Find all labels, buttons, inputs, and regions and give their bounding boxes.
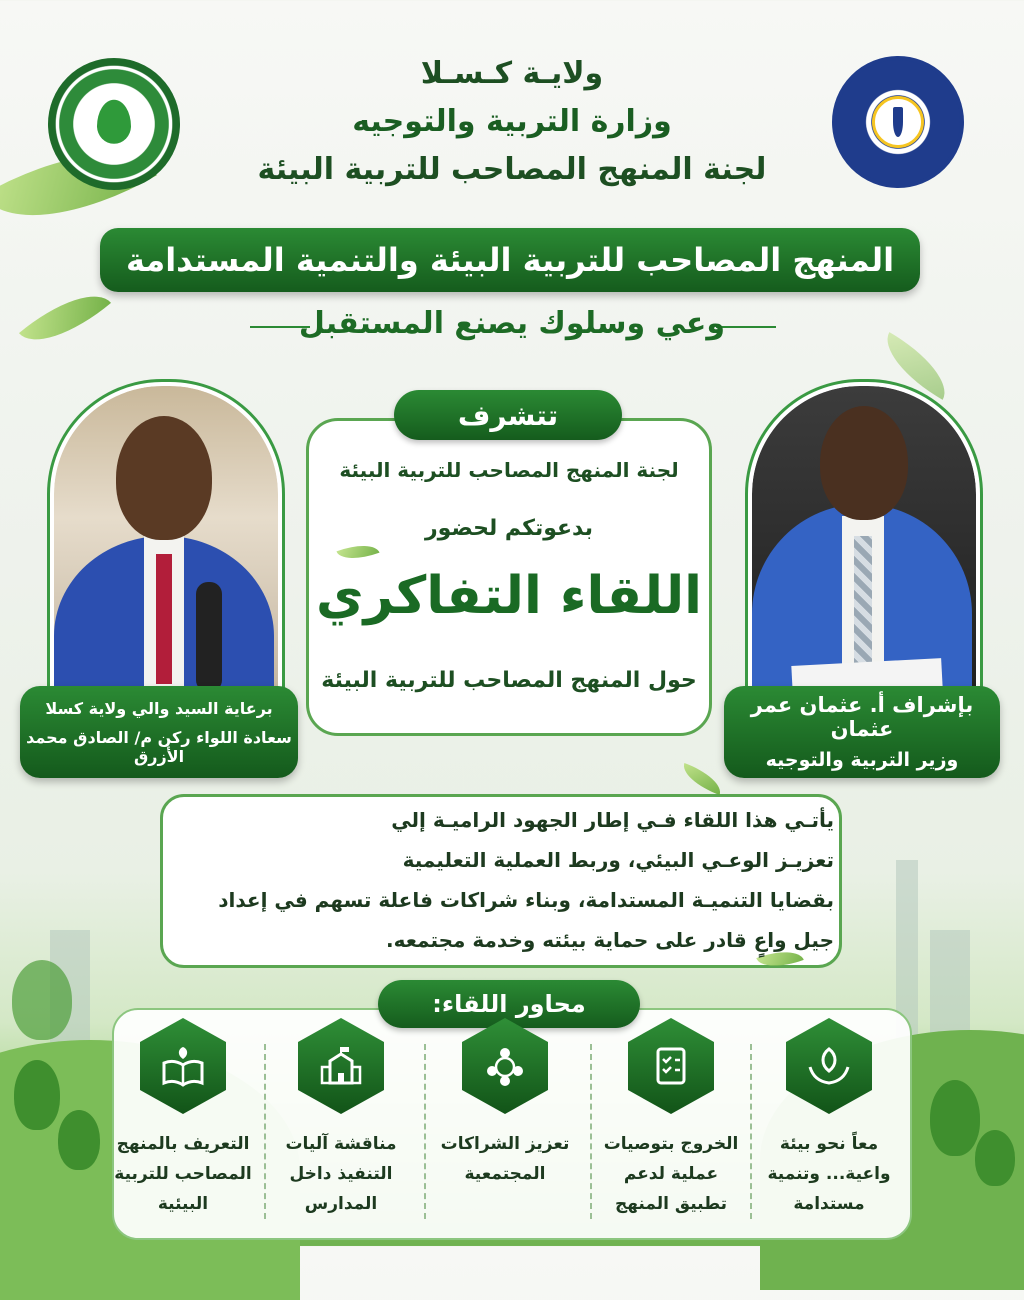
tie (854, 536, 872, 666)
axis-divider (264, 1044, 266, 1219)
school-building-icon (298, 1018, 384, 1114)
axes-title-text: محاور اللقاء: (432, 990, 586, 1018)
supervisor-photo (748, 382, 980, 720)
community-network-icon (462, 1018, 548, 1114)
event-title: اللقاء التفاكري (316, 566, 702, 626)
face (820, 406, 908, 520)
description-line: جيل واعٍ قادر على حماية بيئته وخدمة مجتمعه. (386, 928, 834, 952)
tree (14, 1060, 60, 1130)
axis-label: الخروج بتوصيات عملية لدعم تطبيق المنهج (603, 1134, 739, 1214)
committee-name: لجنة المنهج المصاحب للتربية البيئة (257, 152, 767, 187)
tree (930, 1080, 980, 1156)
description-line: يأتـي هذا اللقاء فـي إطار الجهود الراميـة إلي (391, 808, 834, 832)
supervisor-line1: بإشراف أ. عثمان عمر عثمان (750, 693, 974, 741)
description-line: بقضايا التنميـة المستدامة، وبناء شراكات فاعلة تسهم في إعداد (218, 888, 834, 912)
tie (156, 554, 172, 684)
supervisor-line2: وزير التربية والتوجيه (765, 749, 959, 771)
patron-line2: سعادة اللواء ركن م/ الصادق محمد الأزرق (26, 727, 292, 766)
decorative-leaf (678, 763, 726, 795)
patron-line1: برعاية السيد والي ولاية كسلا (45, 698, 273, 718)
axis-item (426, 1018, 584, 1190)
honor-label (394, 390, 622, 440)
patron-card (20, 686, 298, 778)
microphone (196, 582, 222, 692)
state-name: ولايـة كـسـلا (420, 56, 604, 91)
tree (975, 1130, 1015, 1186)
book-sprout-icon (140, 1018, 226, 1114)
axis-divider (750, 1044, 752, 1219)
tree (12, 960, 72, 1040)
axis-item (750, 1018, 908, 1219)
invitation-line2: بدعوتكم لحضور (424, 516, 593, 541)
axis-label: تعزيز الشراكات المجتمعية (440, 1134, 570, 1184)
patron-photo (50, 382, 282, 720)
axis-label: معاً نحو بيئة واعية... وتنمية مستدامة (767, 1134, 891, 1214)
axis-label: مناقشة آليات التنفيذ داخل المدارس (285, 1134, 397, 1214)
hands-leaf-icon (786, 1018, 872, 1114)
ministry-name: وزارة التربية والتوجيه (352, 104, 672, 139)
axis-item (262, 1018, 420, 1219)
main-banner (100, 228, 920, 292)
slogan: وعي وسلوك يصنع المستقبل (298, 306, 726, 341)
tree (58, 1110, 100, 1170)
face (116, 416, 212, 540)
clipboard-checklist-icon (628, 1018, 714, 1114)
photo-frame (752, 386, 976, 716)
axis-divider (590, 1044, 592, 1219)
invitation-line1: لجنة المنهج المصاحب للتربية البيئة (339, 458, 679, 482)
axis-divider (424, 1044, 426, 1219)
description-line: تعزيـز الوعـي البيئي، وربط العملية التعليمية (402, 848, 834, 872)
banner-title: المنهج المصاحب للتربية البيئة والتنمية المستدامة (125, 241, 895, 279)
photo-frame (54, 386, 278, 716)
honor-text: تتشرف (457, 398, 559, 432)
axis-label: التعريف بالمنهج المصاحب للتربية البيئية (114, 1134, 252, 1214)
invitation-line3: حول المنهج المصاحب للتربية البيئة (321, 668, 697, 693)
axis-item (592, 1018, 750, 1219)
supervisor-card (724, 686, 1000, 778)
axis-item (104, 1018, 262, 1219)
